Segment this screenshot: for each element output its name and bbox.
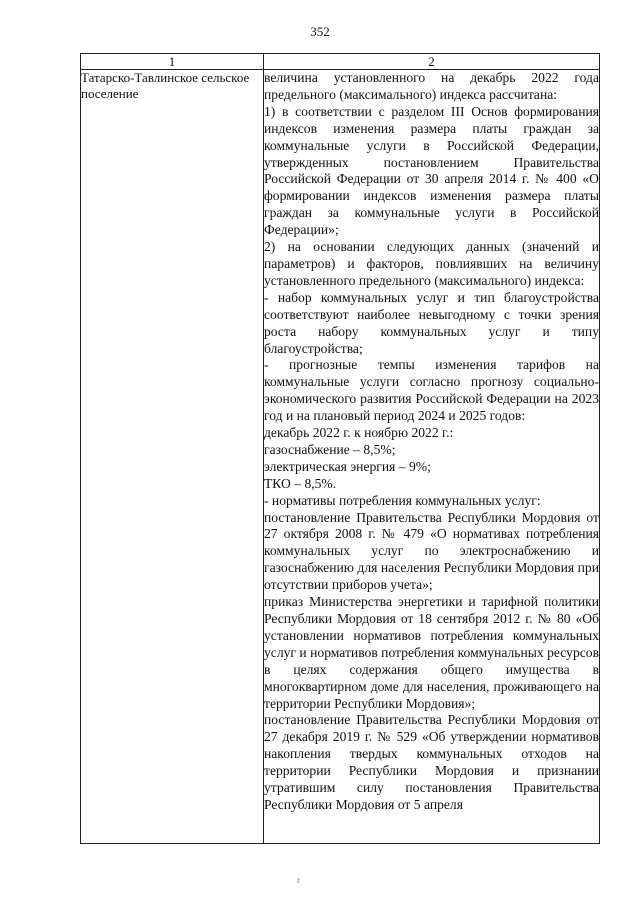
paragraph: - набор коммунальных услуг и тип благоустройства соответствуют наиболее невыгодному с точки зрения роста набору коммунальных услуг и типу благоустройства; [264,289,599,356]
table-row [81,70,600,844]
paragraph: 1) в соответствии с разделом III Основ формирования индексов изменения размера платы граждан за коммунальные услуги в Российской Федерации, утвержденных постановлением Правительства Российской Федерации от 30 апреля 2014 г. № 400 «О формировании индексов изменения размера платы граждан за коммунальные услуги в Российской Федерации»; [264,103,599,238]
paragraph: 2) на основании следующих данных (значений и параметров) и факторов, повлиявших на величину установленного предельного (максимального) индекса: [264,239,599,288]
table-header-row [81,54,600,70]
settlement-name-cell: Татарско-Тавлинское сельское поселение [81,70,264,844]
paragraph: постановление Правительства Республики Мордовия от 27 октября 2008 г. № 479 «О нормативах потребления коммунальных услуг по электроснабжению и газоснабжению для населения Республики Мордовия при отсутствии приборов учета»; [264,509,599,593]
paragraph: постановление Правительства Республики Мордовия от 27 декабря 2019 г. № 529 «Об утверждении нормативов накопления твердых коммунальных отходов на территории Республики Мордовия и признании утратившим силу постановления Правительства Республики Мордовия от 5 апреля [264,712,599,812]
column-header-1: 1 [81,54,264,70]
paragraph: - нормативы потребления коммунальных услуг: [264,492,541,508]
paragraph: электрическая энергия – 9%; [264,458,431,474]
page-number: 352 [310,24,330,39]
column-header-2: 2 [264,54,600,70]
paragraph: - прогнозные темпы изменения тарифов на коммунальные услуги согласно прогнозу социально-экономического развития Российской Федерации на 2023 год и на плановый период 2024 и 2025 годов: [264,357,599,424]
footer-mark: r [297,875,300,885]
paragraph: декабрь 2022 г. к ноябрю 2022 г.: [264,425,454,441]
paragraph: приказ Министерства энергетики и тарифной политики Республики Мордовия от 18 сентября 2012 г. № 80 «Об установлении нормативов потребления коммунальных услуг и нормативов потребления коммунальных ресурсов в целях содержания общего имущества в многоквартирном доме для населения, проживающего на территории Республики Мордовия»; [264,594,599,711]
description-cell [264,70,600,844]
document-table [80,53,600,844]
paragraph: газоснабжение – 8,5%; [264,441,396,457]
paragraph: величина установленного на декабрь 2022 года предельного (максимального) индекса рассчитана: [264,70,599,102]
paragraph: ТКО – 8,5%. [264,475,337,491]
